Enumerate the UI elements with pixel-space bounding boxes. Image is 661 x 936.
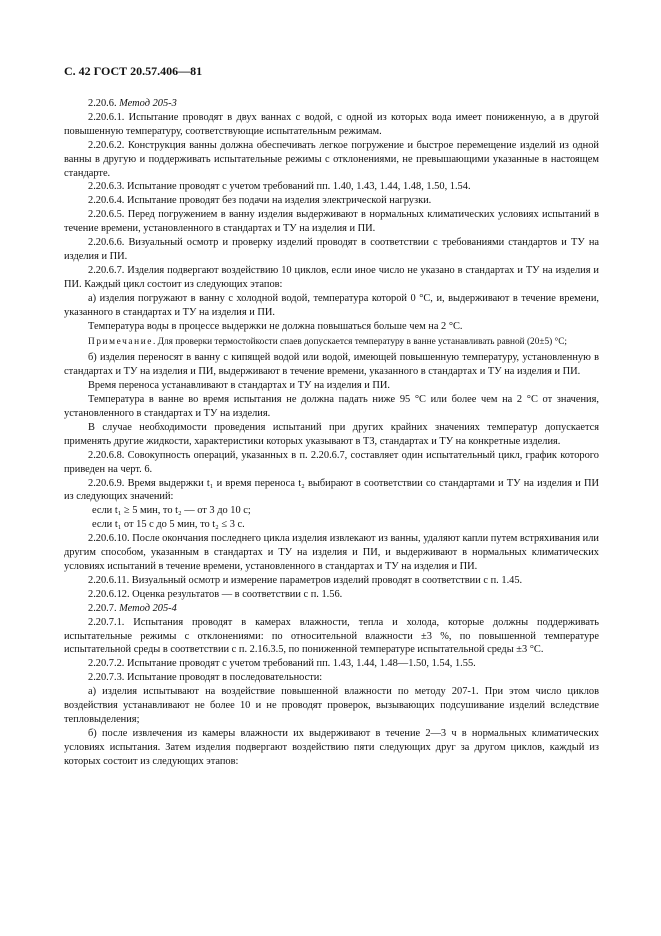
paragraph: 2.20.6.6. Визуальный осмотр и проверку изделий проводят в соответствии с требованиями стандартов и ТУ на изделия и ПИ. [64,237,599,262]
paragraph: Время переноса устанавливают в стандартах и ТУ на изделия и ПИ. [88,380,391,392]
paragraph: 2.20.6.1. Испытание проводят в двух ваннах с водой, с одной из которых вода имеет пониженную, а в другой повышенную температуру, соответствующие испытательным режимам. [64,111,599,137]
paragraph: 2.20.7.1. Испытания проводят в камерах влажности, тепла и холода, которые должны поддерживать испытательные режимы с отклонениями: по относительной влажности ±3 %, по повышенной температуре испытательной среды в соответствии с п. 2.16.3.5, по пониженной температуре испытательной среды ±3 °С. [64,616,599,656]
paragraph: 2.20.6.10. После окончания последнего цикла изделия извлекают из ванны, удаляют капли путем встряхивания или другим способом, указанным в стандартах и ТУ на изделия и ПИ, и выдерживают в нормальных климатических условиях испытаний в течение времени, установленного в стандартах и ТУ на изделия и ПИ. [64,533,599,572]
section-heading-2-20-6: 2.20.6. Метод 205-3 [88,98,177,109]
list-line: если t₁ от 15 с до 5 мин, то t₂ ≤ 3 с. [92,519,245,531]
paragraph: В случае необходимости проведения испытаний при других крайних значениях температур допускается применять другие жидкости, характеристики которых указывают в ТЗ, стандартах и ТУ на конкретные изделия. [64,421,599,447]
paragraph: а) изделия испытывают на воздействие повышенной влажности по методу 207-1. При этом число циклов воздействия устанавливают не более 10 и не проводят проверок, вызывающих подсушивание изделий вследствие тепловыделения; [64,686,599,725]
paragraph: 2.20.6.9. Время выдержки t₁ и время переноса t₂ выбирают в соответствии со стандартами и ТУ на изделия и ПИ из следующих значений: [64,477,599,503]
note-paragraph: Примечание. Для проверки термостойкости спаев допускается температуру в ванне устанавливать равной (20±5) °С; [88,337,568,348]
note-label: Примечание [88,337,153,348]
paragraph: 2.20.6.2. Конструкция ванны должна обеспечивать легкое погружение и быстрое перемещение изделий из одной ванны в другую и поддерживать испытательные режимы с отклонениями, не превышающими указанные в настоящем стандарте. [64,139,599,179]
paragraph: 2.20.7.2. Испытание проводят с учетом требований пп. 1.43, 1.44, 1.48—1.50, 1.54, 1.55. [88,658,476,670]
method-title: Метод 205-4 [119,602,177,614]
document-page [64,64,599,769]
paragraph: Температура воды в процессе выдержки не должна повышаться больше чем на 2 °С. [88,320,463,332]
document-body [64,97,599,769]
list-line: если t₁ ≥ 5 мин, то t₂ — от 3 до 10 с; [92,505,251,517]
paragraph: а) изделия погружают в ванну с холодной водой, температура которой 0 °С, и, выдерживают в течение времени, указанного в стандартах и ТУ на изделия и ПИ. [64,292,599,318]
paragraph: 2.20.6.4. Испытание проводят без подачи на изделия электрической нагрузки. [88,195,432,207]
paragraph: 2.20.6.3. Испытание проводят с учетом требований пп. 1.40, 1.43, 1.44, 1.48, 1.50, 1.54. [88,181,471,193]
paragraph: б) изделия переносят в ванну с кипящей водой или водой, имеющей повышенную температуру, установленную в стандартах и ТУ на изделия и ПИ, выдерживают в течение времени, указанного в стандартах и ТУ на изделия и ПИ. [64,352,599,378]
paragraph: 2.20.6.11. Визуальный осмотр и измерение параметров изделий проводят в соответствии с п. 1.45. [88,574,523,586]
paragraph: Температура в ванне во время испытания не должна падать ниже 95 °С или более чем на 2 °С от значения, установленного в стандартах и ТУ на изделия. [64,394,599,420]
section-heading-2-20-7: 2.20.7. Метод 205-4 [88,602,177,614]
paragraph: 2.20.6.8. Совокупность операций, указанных в п. 2.20.6.7, составляет один испытательный цикл, график которого приведен на черт. 6. [64,449,599,475]
paragraph: б) после извлечения из камеры влажности их выдерживают в течение 2—3 ч в нормальных климатических условиях испытания. Затем изделия подвергают воздействию пяти следующих друг за другом циклов, каждый из которых состоит из следующих этапов: [64,727,599,767]
paragraph: 2.20.7.3. Испытание проводят в последовательности: [88,672,323,684]
paragraph: 2.20.6.5. Перед погружением в ванну изделия выдерживают в нормальных климатических условиях испытаний в течение времени, установленного в стандартах и ТУ на изделия и ПИ. [64,209,599,235]
method-title: Метод 205-3 [119,98,177,109]
paragraph: 2.20.6.12. Оценка результатов — в соответствии с п. 1.56. [88,588,343,600]
paragraph: 2.20.6.7. Изделия подвергают воздействию 10 циклов, если иное число не указано в стандартах и ТУ на изделия и ПИ. Каждый цикл состоит из следующих этапов: [64,264,599,290]
page-header: С. 42 ГОСТ 20.57.406—81 [64,64,203,78]
